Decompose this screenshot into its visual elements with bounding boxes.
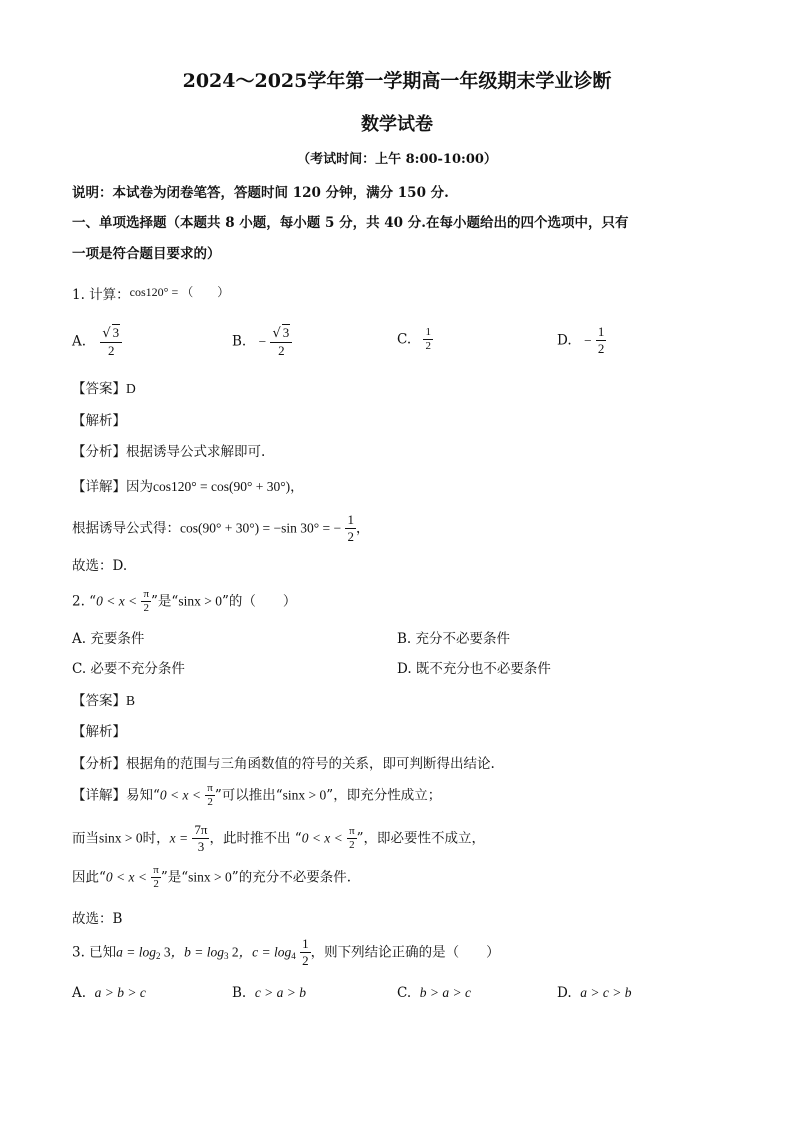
q2-xiangjie-line3: [72, 864, 351, 904]
q1-derivation-numerator: 1: [347, 512, 354, 527]
q2-option-d: D. 既不充分也不必要条件: [397, 661, 551, 677]
q2-option-a: A. 充要条件: [72, 631, 145, 647]
q2-pi-half: [141, 588, 151, 615]
q3-a-arg: 3: [160, 944, 171, 960]
q2-fenxi-label: 【分析】: [72, 756, 126, 772]
q2-xj1-sinx: sinx > 0: [282, 787, 327, 803]
q2-xiangjie-label: 【详解】: [72, 787, 126, 804]
q2-option-b: B. 充分不必要条件: [397, 631, 511, 647]
q3-option-d-label: D.: [557, 985, 572, 1001]
q2-stem: [72, 588, 296, 628]
exam-title: 2024～2025学年第一学期高一年级期末学业诊断: [182, 70, 612, 92]
q1-option-c-denominator: 2: [425, 340, 431, 352]
q2-xj2-frac: [192, 822, 209, 855]
q2-two: 2: [143, 602, 149, 614]
q1-option-c-label: C.: [397, 331, 412, 348]
q3-option-a-text: a > b > c: [94, 985, 146, 1000]
q1-fenxi-text: 根据诱导公式求解即可.: [126, 444, 266, 460]
q1-answer-label: 【答案】: [72, 381, 126, 397]
q2-jiexi-label: 【解析】: [72, 724, 126, 740]
q1-option-a-label: A.: [72, 333, 87, 350]
q1-option-c-fraction: [423, 326, 433, 353]
q1-answer: [72, 380, 136, 398]
q2-answer-value: B: [126, 693, 136, 708]
q3-c-denominator: 2: [302, 953, 309, 968]
q2-fenxi: [72, 755, 495, 773]
q3-option-b-label: B.: [232, 985, 247, 1001]
q3-option-c-text: b > a > c: [419, 985, 471, 1000]
q2-xj3-pre: 因此“: [72, 869, 106, 886]
q3-b-base: 3: [224, 951, 229, 961]
q3-option-a: [72, 984, 146, 1002]
q3-option-d: [557, 984, 631, 1002]
q1-option-d-numerator: 1: [597, 324, 605, 339]
q2-xj2-x: x =: [169, 830, 189, 846]
q1-xiangjie: [72, 478, 304, 496]
q3-option-c: [397, 984, 471, 1002]
q2-xj2-ineq: 0 < x <: [301, 830, 343, 846]
q3-option-a-label: A.: [72, 985, 87, 1001]
q2-xj3-post: ”的充分不必要条件.: [231, 869, 351, 886]
q2-xj2-seven-pi: 7π: [194, 822, 208, 837]
q1-option-b-radicand: 3: [282, 325, 290, 340]
q1-option-c: [397, 326, 433, 366]
q2-xj2-pre: 而当: [72, 830, 99, 847]
q2-xj2-sin: sinx > 0: [99, 830, 143, 846]
q2-xj3-two: 2: [153, 878, 159, 890]
q1-option-a-radicand: 3: [112, 325, 120, 340]
q2-stem-mid: ”是“: [151, 593, 179, 610]
q2-xj1-mid: ”可以推出“: [214, 787, 283, 804]
q2-xiangjie-line1: [72, 782, 441, 822]
q2-xj1-ineq: 0 < x <: [159, 787, 201, 803]
q1-option-a-fraction: $\frac{√ 3}{2}$: [100, 324, 122, 359]
q2-xj2-post1: ，此时推不出 “: [209, 830, 302, 847]
q2-option-c: C. 必要不充分条件: [72, 661, 185, 677]
q2-xj3-ineq: 0 < x <: [105, 869, 147, 885]
q3-stem-pre: 3. 已知: [72, 944, 117, 961]
q1-derivation-pre: 根据诱导公式得：: [72, 520, 180, 537]
q2-xj2-pi: π: [349, 825, 355, 837]
q2-conclusion: 故选：B: [72, 911, 123, 927]
q1-derivation-comma: ，: [355, 520, 370, 537]
q2-xj1-pre: 易知“: [126, 787, 160, 804]
q3-a-expr: a = log: [116, 944, 157, 960]
q1-expr: cos120° = （ ）: [129, 285, 230, 299]
q1-option-b: [232, 324, 292, 364]
exam-time: （考试时间：上午 8:00-10:00）: [297, 152, 497, 167]
q1-option-b-denominator: 2: [278, 343, 285, 358]
q3-c-numerator: 1: [302, 936, 309, 951]
q3-c-base: 4: [291, 951, 296, 961]
exam-note: 说明：本试卷为闭卷笔答，答题时间 120 分钟，满分 150 分.: [72, 185, 449, 201]
q1-option-d-label: D.: [557, 332, 572, 349]
q3-c-expr: ，c = log: [238, 944, 292, 960]
q1-fenxi-label: 【分析】: [72, 444, 126, 460]
q1-option-a-denominator: 2: [107, 343, 115, 358]
q2-xiangjie-line2: [72, 822, 485, 862]
q3-stem-post: ，则下列结论正确的是（ ）: [310, 944, 500, 961]
q3-option-b: [232, 984, 306, 1002]
q1-option-b-minus: −: [258, 333, 267, 349]
q2-xj3-pi: π: [153, 864, 159, 876]
q3-b-expr: ，b = log: [170, 944, 225, 960]
q2-xj3-sinx: sinx > 0: [188, 869, 232, 885]
q3-c-frac: [300, 936, 311, 969]
q2-pi: π: [143, 588, 150, 600]
q2-xj3-mid: ”是“: [160, 869, 189, 886]
q1-stem-label: 1. 计算：: [72, 287, 130, 303]
q1-derivation-fraction: [345, 512, 356, 545]
q1-option-d-denominator: 2: [597, 341, 605, 356]
q2-xj1-post: ”，即充分性成立；: [326, 787, 442, 804]
q2-xj2-two: 2: [349, 839, 355, 851]
q1-answer-value: D: [126, 381, 136, 396]
section-heading-line2: 一项是符合题目要求的）: [72, 246, 221, 262]
q3-b-arg: 2: [228, 944, 239, 960]
q3-option-d-text: a > c > b: [580, 985, 632, 1000]
q1-conclusion: 故选：D.: [72, 558, 128, 574]
q2-fenxi-text: 根据角的范围与三角函数值的符号的关系，即可判断得出结论.: [126, 756, 495, 772]
q2-answer-label: 【答案】: [72, 693, 126, 709]
q1-option-c-numerator: 1: [425, 326, 431, 338]
q2-xj2-three: 3: [197, 839, 205, 854]
q2-xj2-pi-half: [347, 825, 357, 852]
q2-stem-post: ”的（ ）: [221, 593, 297, 610]
q2-xj2-post2: ”，即必要性不成立，: [356, 830, 486, 847]
q2-answer: [72, 692, 135, 710]
q3-stem: [72, 936, 500, 976]
q2-xj1-pi-half: [205, 782, 215, 809]
q3-a-base: 2: [156, 951, 161, 961]
q3-option-c-label: C.: [397, 985, 412, 1001]
q1-option-d-fraction: [596, 324, 607, 357]
q1-option-d: [557, 324, 606, 364]
q1-fenxi: [72, 443, 265, 461]
q2-xj3-pi-half: [151, 864, 161, 891]
q1-jiexi-label: 【解析】: [72, 413, 126, 429]
q1-derivation: [72, 512, 369, 552]
q2-ineq: 0 < x <: [96, 593, 138, 609]
q1-stem: [72, 283, 229, 304]
exam-subject: 数学试卷: [361, 114, 433, 135]
q1-option-a: [72, 324, 122, 364]
q1-option-b-fraction: $\frac{√ 3}{2}$: [270, 324, 292, 359]
q1-option-d-minus: −: [583, 332, 592, 348]
q2-stem-pre: 2. “: [72, 593, 97, 610]
q2-sinx: sinx > 0: [178, 593, 222, 609]
section-heading-line1: 一、单项选择题（本题共 8 小题，每小题 5 分，共 40 分.在每小题给出的四个选项中，只有: [72, 215, 629, 231]
q2-xj1-pi: π: [207, 782, 213, 794]
q1-derivation-expr: cos(90° + 30°) = −sin 30° = −: [180, 520, 342, 536]
q2-xj1-two: 2: [207, 796, 213, 808]
q1-xiangjie-expr: cos120° = cos(90° + 30°)，: [153, 479, 304, 494]
q2-xj2-mid: 时，: [142, 830, 170, 847]
q1-derivation-denominator: 2: [347, 529, 354, 544]
q1-option-b-label: B.: [232, 333, 247, 350]
q3-option-b-text: c > a > b: [254, 985, 307, 1000]
q1-xiangjie-label: 【详解】: [72, 479, 126, 495]
q1-xiangjie-pre: 因为: [126, 479, 153, 495]
